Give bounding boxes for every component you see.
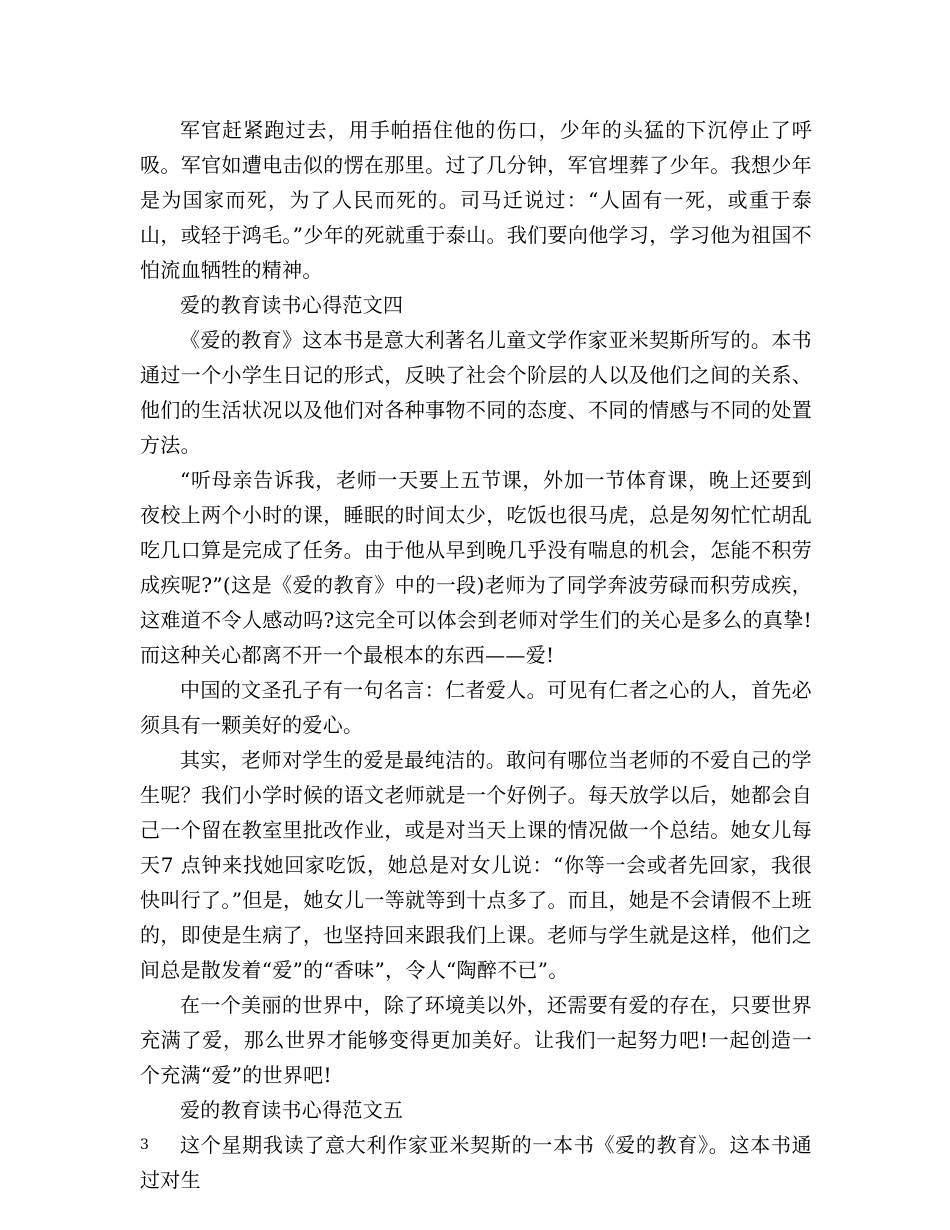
section-heading-essay-five: 爱的教育读书心得范文五 bbox=[180, 1098, 404, 1122]
paragraph-beautiful-world: 在一个美丽的世界中，除了环境美以外，还需要有爱的存在，只要世界充满了爱，那么世界才能够变得更加美好。让我们一起努力吧!一起创造一个充满“爱”的世界吧! bbox=[140, 993, 812, 1087]
paragraph-teacher-quote: “听母亲告诉我，老师一天要上五节课，外加一节体育课，晚上还要到夜校上两个小时的课，睡眠的时间太少，吃饭也很马虎，总是匆匆忙忙胡乱吃几口算是完成了任务。由于他从早到晚几乎没有喘息的机会，怎能不积劳成疾呢?”(这是《爱的教育》中的一段)老师为了同学奔波劳碌而积劳成疾，这难道不令人感动吗?这完全可以体会到老师对学生们的关心是多么的真挚!而这种关心都离不开一个最根本的东西——爱! bbox=[140, 468, 812, 667]
paragraph-confucius: 中国的文圣孔子有一句名言：仁者爱人。可见有仁者之心的人，首先必须具有一颗美好的爱心。 bbox=[140, 678, 812, 737]
section-heading-essay-four: 爱的教育读书心得范文四 bbox=[180, 293, 404, 317]
paragraph-teacher-love: 其实，老师对学生的爱是最纯洁的。敢问有哪位当老师的不爱自己的学生呢？我们小学时候的语文老师就是一个好例子。每天放学以后，她都会自己一个留在教室里批改作业，或是对当天上课的情况做一个总结。她女儿每天7 点钟来找她回家吃饭，她总是对女儿说：“你等一会或者先回家，我很快叫行了。”但是，她女儿一等就等到十点多了。而且，她是不会请假不上班的，即使是生病了，也坚持回来跟我们上课。老师与学生就是这样，他们之间总是散发着“爱”的“香味”，令人“陶醉不已”。 bbox=[140, 748, 812, 982]
paragraph-book-intro: 《爱的教育》这本书是意大利著名儿童文学作家亚米契斯所写的。本书通过一个小学生日记的形式，反映了社会个阶层的人以及他们之间的关系、他们的生活状况以及他们对各种事物不同的态度、不同的情感与不同的处置方法。 bbox=[140, 328, 812, 457]
document-body bbox=[140, 113, 812, 1198]
page-number: 3 bbox=[140, 1137, 149, 1153]
paragraph-soldier-story: 军官赶紧跑过去，用手帕捂住他的伤口，少年的头猛的下沉停止了呼吸。军官如遭电击似的愣在那里。过了几分钟，军官埋葬了少年。我想少年是为国家而死，为了人民而死的。司马迁说过：“人固有一死，或重于泰山，或轻于鸿毛。”少年的死就重于泰山。我们要向他学习，学习他为祖国不怕流血牺牲的精神。 bbox=[140, 118, 812, 282]
paragraph-essay-five-start: 这个星期我读了意大利作家亚米契斯的一本书《爱的教育》。这本书通过对生 bbox=[140, 1133, 812, 1192]
